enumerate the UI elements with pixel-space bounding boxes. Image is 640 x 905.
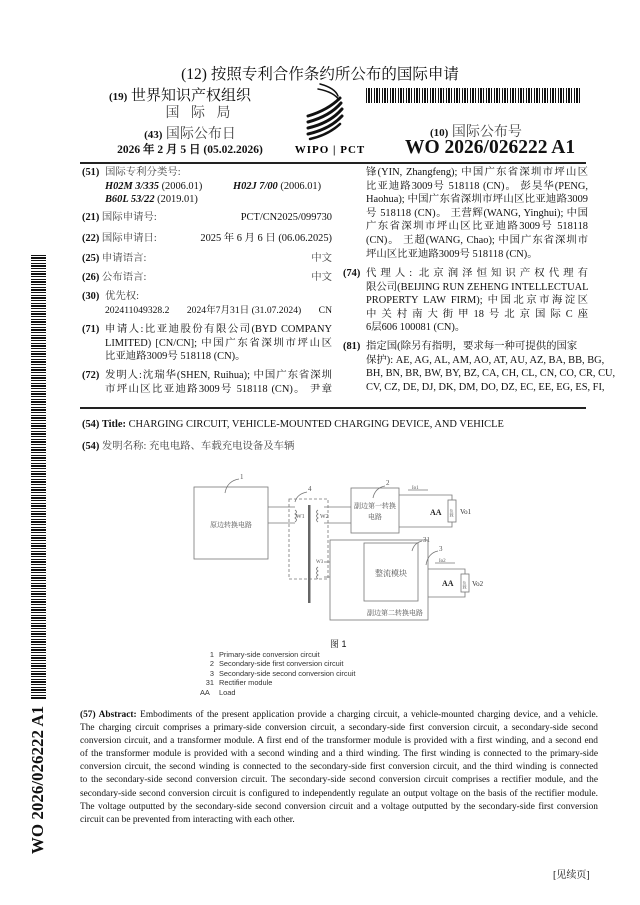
ipc-version: (2006.01) (280, 180, 322, 192)
label-rectifier: 整流模块 (375, 569, 407, 578)
header-divider (80, 162, 586, 164)
legend-text: Load (219, 687, 236, 697)
agent-line: 6层606 100081 (CN)。 (366, 322, 466, 334)
legend-text: Rectifier module (219, 678, 273, 688)
inventor-line: 广东省深圳市坪山区比亚迪路3009号 518118 (366, 221, 588, 233)
pubdate-label-row (95, 123, 285, 143)
label-aa-1: AA (430, 508, 442, 517)
pubno-label: 国际公布号 (451, 125, 522, 140)
inventors-continued (366, 166, 588, 261)
priority-code: (30) (82, 291, 100, 302)
title-divider (80, 407, 586, 409)
inventors-code: (72) (82, 370, 100, 381)
agent-entry (343, 267, 588, 335)
label-vo1: Vo1 (460, 508, 472, 516)
agent-line: 限公司(BEIJING RUN ZEHENG INTELLECTUAL (366, 281, 589, 293)
legend-num: AA (200, 687, 210, 697)
side-publication-number: WO 2026/026222 A1 (28, 705, 47, 855)
legend-text: Secondary-side second conversion circuit (219, 668, 356, 678)
abstract-line: circuit can be prevented from interacting with each other. (80, 814, 295, 825)
figure-caption: 图 1 (330, 639, 347, 649)
legend-text: Primary-side conversion circuit (219, 650, 320, 659)
legend-item (200, 688, 355, 697)
ipc-entry (82, 166, 332, 207)
pubdate-label: 国际公布日 (165, 127, 236, 142)
abstract-line: The charging circuit comprises a primary-side conversion circuit, a secondary-side first conversion circuit, a secondary-side second (80, 723, 598, 734)
legend-item (200, 659, 355, 668)
label-aa-2: AA (442, 579, 454, 588)
legend-item (200, 669, 355, 678)
legend-item (200, 650, 355, 659)
ipc-version: (2006.01) (161, 180, 203, 192)
transformer-core (308, 505, 311, 603)
inventor-line: 号 518118 (CN)。 王营辉(WANG, Yinghui); 中国 (366, 207, 588, 219)
agent-line: 代理人: 北京润泽恒知识产权代理有 (366, 268, 588, 279)
abstract-line: The voltage outputted by the secondary-side second conversion circuit and a voltage outputted by the secondary-side first conversion (80, 801, 598, 812)
legend-text: Secondary-side first conversion circuit (219, 659, 344, 669)
abstract-label: (57) Abstract: (80, 710, 137, 720)
secondary-first-block (351, 488, 399, 533)
pub-lang-code: (26) (82, 272, 100, 283)
inventor-line: (CN)。 王超(WANG, Chao); 中国广东省深圳市 (366, 234, 588, 246)
agent-line: 中关村南大街甲18号北京国际C座 (366, 308, 588, 320)
designated-line: 指定国(除另有指明，要求每一种可提供的国家 (366, 341, 578, 352)
designated-states-entry (343, 340, 616, 394)
designated-line: 保护): AE, AG, AL, AM, AO, AT, AU, AZ, BA, BB, BG, (366, 354, 605, 366)
legend-num: 1 (209, 650, 214, 659)
inventor-line: 锋(YIN, Zhangfeng); 中国广东省深圳市坪山区 (366, 167, 588, 178)
ref-4: 4 (308, 485, 312, 493)
abstract-line: conversion circuit, the second winding is connected to the secondary-side first conversion circuit, and the third winding is connected (80, 762, 598, 773)
appdate-value: 2025 年 6 月 6 日 (06.06.2025) (200, 233, 332, 244)
org-sub: 国 际 局 (165, 106, 235, 121)
title-zh-label: 发明名称: (101, 441, 147, 452)
publication-language-entry (82, 271, 332, 285)
figure-legend (200, 650, 355, 697)
inventor-line: 坪山区比亚迪路3009号 518118 (CN)。 (366, 248, 538, 260)
pubdate-value: 2026 年 2 月 5 日 (05.02.2026) (117, 144, 263, 156)
label-w1: W1 (296, 514, 305, 520)
inventor-line: Haohua); 中国广东省深圳市坪山区比亚迪路3009 (366, 194, 588, 206)
title-zh (82, 437, 294, 452)
label-w3: W3 (316, 560, 324, 565)
title-en-label: Title: (101, 419, 126, 430)
title-code: (54) (82, 441, 100, 452)
pub-lang-value: 中文 (311, 272, 332, 283)
label-load-1: 负载 (449, 509, 455, 517)
priority-label: 优先权: (105, 291, 140, 302)
ipc-class: H02M 3/335 (105, 180, 159, 192)
ipc-class: B60L 53/22 (105, 194, 155, 206)
priority-entry (82, 290, 332, 317)
continued-note: [见续页] (553, 870, 590, 881)
designated-line: CV, CZ, DE, DJ, DK, DM, DO, DZ, EC, EE, EG, ES, FI, (366, 381, 605, 393)
priority-number: 202411049328.2 (105, 304, 170, 316)
agent-code: (74) (343, 268, 361, 279)
application-date-entry (82, 232, 332, 246)
title-code: (54) (82, 419, 100, 430)
pubno-code: (10) (430, 127, 449, 139)
filing-language-entry (82, 252, 332, 266)
inventor-line: 市坪山区比亚迪路3009号 518118 (CN)。 尹章 (105, 383, 332, 395)
inventors-entry (82, 369, 332, 396)
label-w2: W2 (320, 514, 329, 520)
appno-value: PCT/CN2025/099730 (240, 212, 332, 223)
label-load-2: 负载 (462, 581, 468, 589)
legend-num: 31 (205, 678, 214, 688)
publication-number: WO 2026/026222 A1 (405, 137, 576, 158)
ref-3: 3 (439, 545, 443, 553)
ref-2: 2 (386, 479, 390, 487)
legend-num: 2 (209, 659, 214, 669)
abstract-line: to the secondary-side second conversion circuit. The secondary-side second conversion circuit comprises a rectifier module, and the (80, 775, 598, 786)
ipc-label: 国际专利分类号: (105, 167, 181, 178)
org-code: (19) (108, 91, 128, 103)
abstract-line: conversion circuit, and a transformer module. A first end of the transformer module is provided with a first winding, and a second end (80, 736, 598, 747)
designated-line: BH, BN, BR, BW, BY, BZ, CA, CH, CL, CN, CO, CR, CU, (366, 368, 616, 380)
label-io1: Io1 (412, 486, 419, 491)
ref-31: 31 (423, 536, 430, 544)
filing-lang-value: 中文 (311, 253, 332, 264)
title-en-text: CHARGING CIRCUIT, VEHICLE-MOUNTED CHARGING DEVICE, AND VEHICLE (128, 419, 504, 430)
logo-text: WIPO | PCT (294, 144, 366, 156)
applicant-code: (71) (82, 324, 100, 335)
legend-num: 3 (209, 668, 214, 678)
wipo-logo (290, 76, 370, 156)
label-vo2: Vo2 (472, 580, 484, 588)
org-name: 世界知识产权组织 (131, 88, 252, 104)
abstract-line: secondary-side second conversion circuit is configured to independently regulate an output voltage on the basis of the rectifier module. (80, 788, 598, 799)
side-barcode (31, 255, 46, 700)
legend-item (200, 678, 355, 687)
agent-line: PROPERTY LAW FIRM); 中国北京市海淀区 (366, 295, 588, 307)
priority-date: 2024年7月31日 (31.07.2024) (186, 304, 302, 316)
ipc-code: (51) (82, 167, 100, 178)
circuit-figure (180, 465, 492, 625)
filing-lang-label: 申请语言: (101, 253, 147, 264)
abstract (80, 709, 598, 827)
application-number-entry (82, 211, 332, 225)
priority-country: CN (318, 304, 332, 316)
pubdate-code: (43) (144, 129, 163, 141)
appno-code: (21) (82, 212, 100, 223)
abstract-line: Embodiments of the present application provide a charging circuit, a vehicle-mounted charging device, and a vehicle. (140, 710, 598, 720)
pub-lang-label: 公布语言: (101, 272, 147, 283)
designated-code: (81) (343, 341, 361, 352)
ref-1: 1 (240, 473, 244, 481)
appno-label: 国际申请号: (101, 212, 157, 223)
applicant-line: 申请人:比亚迪股份有限公司(BYD COMPANY (105, 324, 332, 335)
label-sec2: 副边第二转换电路 (367, 609, 423, 617)
abstract-line: of the transformer module is provided with a second winding and a third winding. The first winding is connected to the primary-side (80, 749, 598, 760)
inventor-line: 发明人:沈瑞华(SHEN, Ruihua); 中国广东省深圳 (105, 370, 332, 381)
label-io2: Io2 (439, 559, 446, 564)
barcode (366, 88, 580, 103)
appdate-label: 国际申请日: (101, 233, 157, 244)
filing-lang-code: (25) (82, 253, 100, 264)
ipc-class: H02J 7/00 (233, 180, 278, 192)
applicant-entry (82, 323, 332, 364)
document-kind: (12) 按照专利合作条约所公布的国际申请 (181, 66, 459, 83)
applicant-line: 比亚迪路3009号 518118 (CN)。 (105, 351, 246, 363)
title-en (82, 419, 504, 430)
label-sec1: 副边第一转换 (354, 502, 396, 510)
title-zh-text: 充电电路、车载充电设备及车辆 (148, 441, 295, 452)
label-primary: 原边转换电路 (210, 521, 252, 529)
secondary-second-block (330, 540, 428, 620)
label-sec1: 电路 (368, 513, 382, 521)
inventor-line: 比亚迪路3009号 518118 (CN)。 彭昊华(PENG, (366, 180, 588, 192)
ipc-version: (2019.01) (157, 194, 198, 206)
applicant-line: LIMITED) [CN/CN]; 中国广东省深圳市坪山区 (105, 337, 332, 349)
appdate-code: (22) (82, 233, 100, 244)
